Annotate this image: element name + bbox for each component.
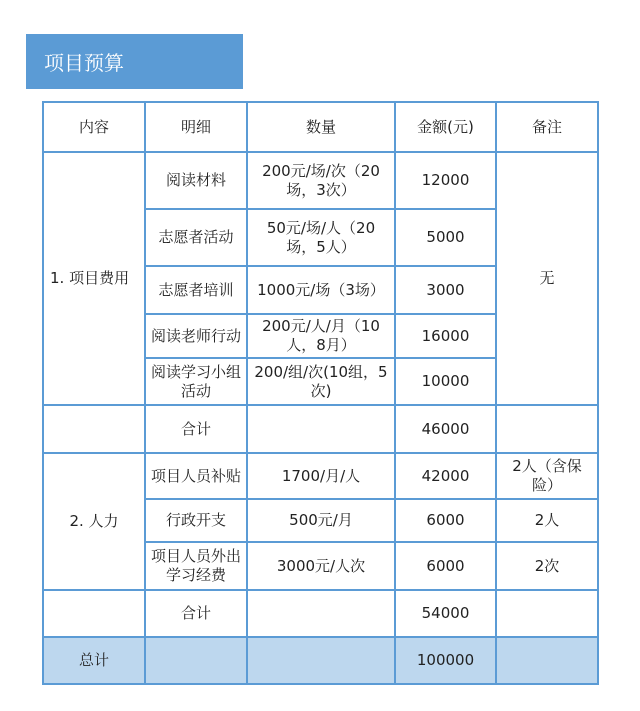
- item-cell: 项目人员补贴: [145, 453, 247, 499]
- qty-cell: 50元/场/人（20场，5人）: [247, 209, 395, 266]
- table-row: [43, 453, 598, 499]
- item-cell: 阅读老师行动: [145, 314, 247, 358]
- qty-cell: 3000元/人次: [247, 542, 395, 590]
- item-cell: 志愿者培训: [145, 266, 247, 314]
- subtotal-label: 合计: [145, 405, 247, 453]
- item-cell: 阅读学习小组活动: [145, 358, 247, 405]
- section2-label: 2. 人力: [43, 453, 145, 590]
- note-cell: 2人（含保险）: [496, 453, 598, 499]
- subtotal-label: 合计: [145, 590, 247, 637]
- amount-cell: 5000: [395, 209, 496, 266]
- subtotal-amount: 54000: [395, 590, 496, 637]
- grand-total-amount: 100000: [395, 637, 496, 684]
- note-cell: 2人: [496, 499, 598, 542]
- grand-total-label: 总计: [43, 637, 145, 684]
- header-amount: 金额(元): [395, 102, 496, 152]
- subtotal-row: [43, 405, 598, 453]
- header-content: 内容: [43, 102, 145, 152]
- item-cell: 行政开支: [145, 499, 247, 542]
- subtotal-row: [43, 590, 598, 637]
- note-cell: 2次: [496, 542, 598, 590]
- section1-note: 无: [496, 152, 598, 405]
- header-quantity: 数量: [247, 102, 395, 152]
- subtotal-amount: 46000: [395, 405, 496, 453]
- grand-total-row: [43, 637, 598, 684]
- amount-cell: 12000: [395, 152, 496, 209]
- qty-cell: 200元/人/月（10人，8月）: [247, 314, 395, 358]
- amount-cell: 6000: [395, 499, 496, 542]
- item-cell: 项目人员外出学习经费: [145, 542, 247, 590]
- item-cell: 志愿者活动: [145, 209, 247, 266]
- qty-cell: 200/组/次(10组，5次): [247, 358, 395, 405]
- section-title: 项目预算: [26, 34, 243, 89]
- amount-cell: 3000: [395, 266, 496, 314]
- table-header-row: [43, 102, 598, 152]
- amount-cell: 16000: [395, 314, 496, 358]
- budget-table: [42, 101, 599, 685]
- amount-cell: 10000: [395, 358, 496, 405]
- header-note: 备注: [496, 102, 598, 152]
- header-detail: 明细: [145, 102, 247, 152]
- amount-cell: 42000: [395, 453, 496, 499]
- amount-cell: 6000: [395, 542, 496, 590]
- qty-cell: 1000元/场（3场）: [247, 266, 395, 314]
- qty-cell: 1700/月/人: [247, 453, 395, 499]
- table-row: [43, 152, 598, 209]
- section1-label: 1. 项目费用: [43, 152, 145, 405]
- qty-cell: 500元/月: [247, 499, 395, 542]
- qty-cell: 200元/场/次（20场，3次）: [247, 152, 395, 209]
- item-cell: 阅读材料: [145, 152, 247, 209]
